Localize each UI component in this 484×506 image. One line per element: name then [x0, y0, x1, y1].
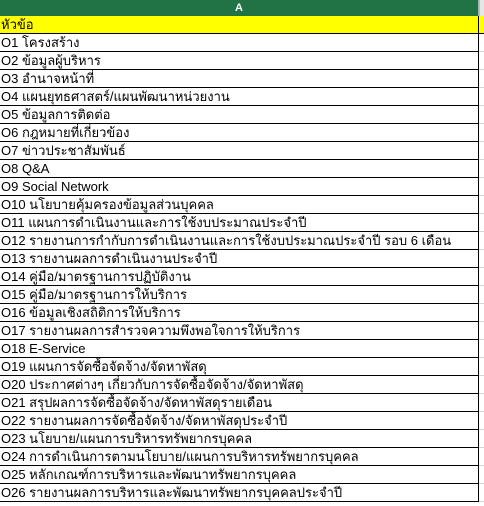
- table-cell[interactable]: O19 แผนการจัดซื้อจัดจ้าง/จัดหาพัสดุ: [0, 358, 479, 376]
- column-header-b[interactable]: [479, 0, 484, 16]
- table-cell[interactable]: O17 รายงานผลการสำรวจความพึงพอใจการให้บริการ: [0, 322, 479, 340]
- table-cell[interactable]: O6 กฎหมายที่เกี่ยวข้อง: [0, 124, 479, 142]
- adjacent-cell[interactable]: [479, 160, 484, 178]
- adjacent-cell[interactable]: [479, 448, 484, 466]
- adjacent-cell[interactable]: [479, 412, 484, 430]
- table-cell[interactable]: O16 ข้อมูลเชิงสถิติการให้บริการ: [0, 304, 479, 322]
- adjacent-cell[interactable]: [479, 142, 484, 160]
- table-row: [0, 52, 484, 70]
- table-cell[interactable]: O8 Q&A: [0, 160, 479, 178]
- table-row: [0, 106, 484, 124]
- adjacent-cell[interactable]: [479, 178, 484, 196]
- table-cell[interactable]: O25 หลักเกณฑ์การบริหารและพัฒนาทรัพยากรบุคคล: [0, 466, 479, 484]
- table-row: [0, 376, 484, 394]
- adjacent-cell[interactable]: [479, 124, 484, 142]
- header-cell[interactable]: หัวข้อ: [0, 16, 479, 34]
- adjacent-cell[interactable]: [479, 214, 484, 232]
- table-cell[interactable]: O26 รายงานผลการบริหารและพัฒนาทรัพยากรบุคคลประจำปี: [0, 484, 479, 502]
- table-row: [0, 34, 484, 52]
- table-cell[interactable]: O9 Social Network: [0, 178, 479, 196]
- table-row: [0, 178, 484, 196]
- table-cell[interactable]: O3 อำนาจหน้าที่: [0, 70, 479, 88]
- table-cell[interactable]: O21 สรุปผลการจัดซื้อจัดจ้าง/จัดหาพัสดุรายเดือน: [0, 394, 479, 412]
- table-row: [0, 430, 484, 448]
- adjacent-cell[interactable]: [479, 484, 484, 502]
- column-header-a[interactable]: A: [0, 0, 479, 16]
- table-cell[interactable]: O20 ประกาศต่างๆ เกี่ยวกับการจัดซื้อจัดจ้าง/จัดหาพัสดุ: [0, 376, 479, 394]
- adjacent-cell[interactable]: [479, 268, 484, 286]
- table-cell[interactable]: O12 รายงานการกำกับการดำเนินงานและการใช้งบประมาณประจำปี รอบ 6 เดือน: [0, 232, 479, 250]
- adjacent-cell[interactable]: [479, 358, 484, 376]
- table-row: [0, 250, 484, 268]
- table-cell[interactable]: O18 E-Service: [0, 340, 479, 358]
- table-row: [0, 358, 484, 376]
- adjacent-cell[interactable]: [479, 34, 484, 52]
- adjacent-cell[interactable]: [479, 286, 484, 304]
- table-cell[interactable]: O5 ข้อมูลการติดต่อ: [0, 106, 479, 124]
- table-row: [0, 214, 484, 232]
- adjacent-cell[interactable]: [479, 394, 484, 412]
- table-cell[interactable]: O13 รายงานผลการดำเนินงานประจำปี: [0, 250, 479, 268]
- adjacent-cell[interactable]: [479, 322, 484, 340]
- table-row: [0, 340, 484, 358]
- adjacent-cell[interactable]: [479, 250, 484, 268]
- adjacent-cell[interactable]: [479, 304, 484, 322]
- header-row: [0, 16, 484, 34]
- table-cell[interactable]: O2 ข้อมูลผู้บริหาร: [0, 52, 479, 70]
- adjacent-cell[interactable]: [479, 430, 484, 448]
- table-row: [0, 412, 484, 430]
- adjacent-cell[interactable]: [479, 376, 484, 394]
- table-row: [0, 484, 484, 502]
- adjacent-cell[interactable]: [479, 232, 484, 250]
- adjacent-cell[interactable]: [479, 196, 484, 214]
- table-row: [0, 322, 484, 340]
- adjacent-cell[interactable]: [479, 340, 484, 358]
- table-row: [0, 394, 484, 412]
- adjacent-cell[interactable]: [479, 106, 484, 124]
- table-cell[interactable]: O15 คู่มือ/มาตรฐานการให้บริการ: [0, 286, 479, 304]
- table-cell[interactable]: O4 แผนยุทธศาสตร์/แผนพัฒนาหน่วยงาน: [0, 88, 479, 106]
- table-row: [0, 286, 484, 304]
- table-cell[interactable]: O11 แผนการดำเนินงานและการใช้งบประมาณประจำปี: [0, 214, 479, 232]
- adjacent-cell[interactable]: [479, 88, 484, 106]
- table-row: [0, 466, 484, 484]
- adjacent-cell[interactable]: [479, 52, 484, 70]
- table-cell[interactable]: O24 การดำเนินการตามนโยบาย/แผนการบริหารทรัพยากรบุคคล: [0, 448, 479, 466]
- table-row: [0, 70, 484, 88]
- table-row: [0, 232, 484, 250]
- table-row: [0, 142, 484, 160]
- table-row: [0, 160, 484, 178]
- table-cell[interactable]: O10 นโยบายคุ้มครองข้อมูลส่วนบุคคล: [0, 196, 479, 214]
- table-row: [0, 124, 484, 142]
- table-cell[interactable]: O14 คู่มือ/มาตรฐานการปฏิบัติงาน: [0, 268, 479, 286]
- adjacent-cell[interactable]: [479, 16, 484, 34]
- table-row: [0, 268, 484, 286]
- table-cell[interactable]: O1 โครงสร้าง: [0, 34, 479, 52]
- table-cell[interactable]: O7 ข่าวประชาสัมพันธ์: [0, 142, 479, 160]
- table-row: [0, 448, 484, 466]
- adjacent-cell[interactable]: [479, 466, 484, 484]
- table-cell[interactable]: O23 นโยบาย/แผนการบริหารทรัพยากรบุคคล: [0, 430, 479, 448]
- table-row: [0, 196, 484, 214]
- table-row: [0, 304, 484, 322]
- table-cell[interactable]: O22 รายงานผลการจัดซื้อจัดจ้าง/จัดหาพัสดุประจำปี: [0, 412, 479, 430]
- cell-grid: [0, 16, 484, 502]
- table-row: [0, 88, 484, 106]
- adjacent-cell[interactable]: [479, 70, 484, 88]
